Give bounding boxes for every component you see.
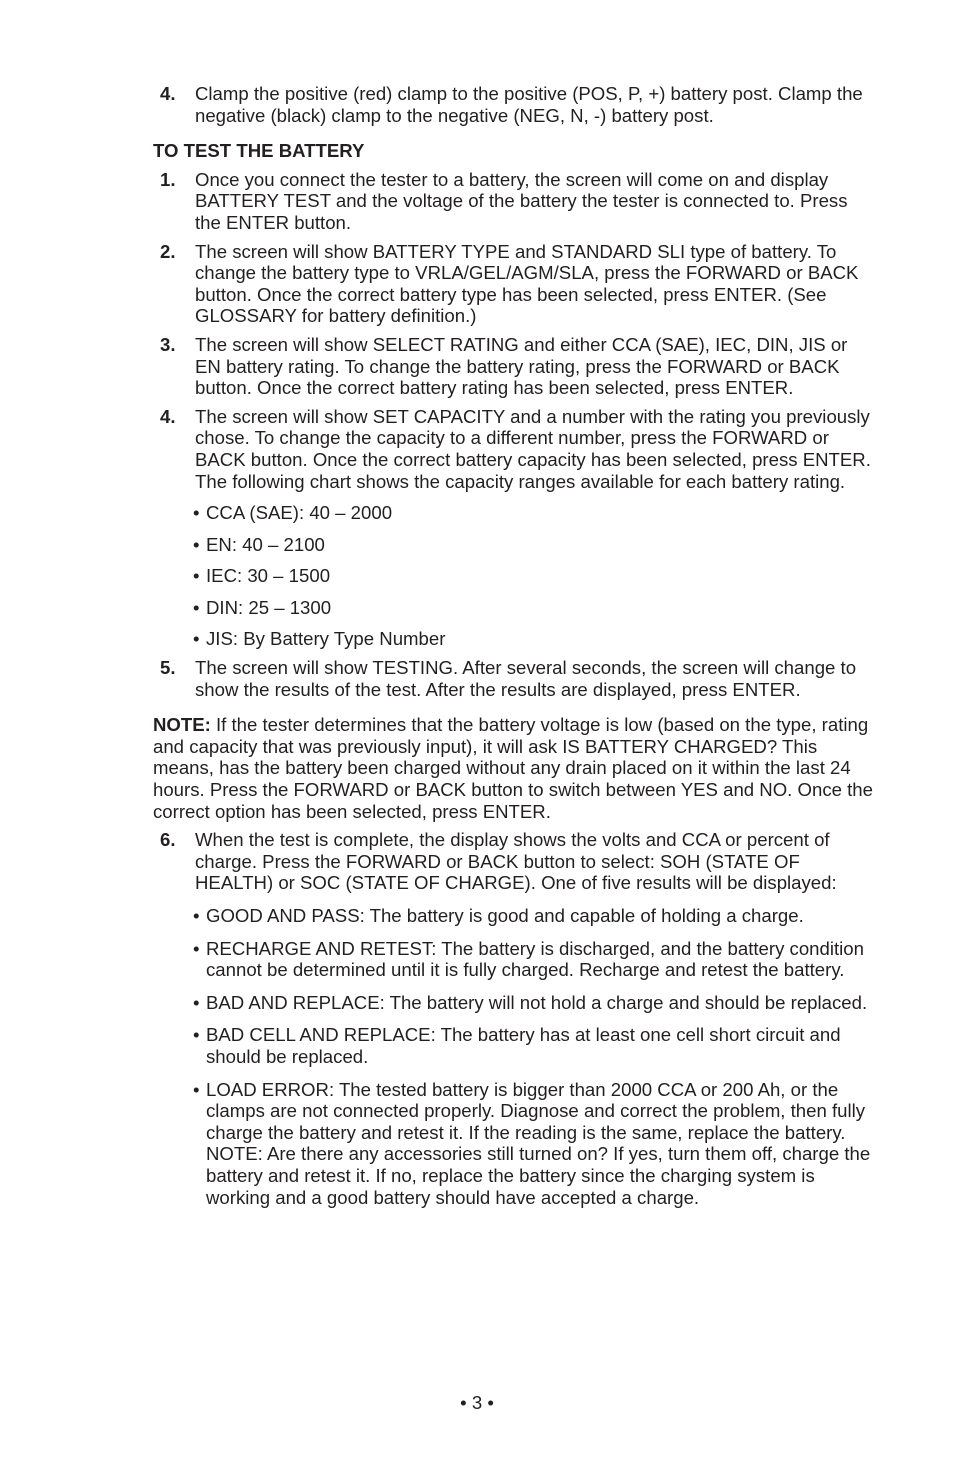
- result-item: [153, 992, 873, 1014]
- bullet-icon: •: [193, 1024, 200, 1046]
- step-2: [153, 241, 873, 327]
- step-text: When the test is complete, the display shows the volts and CCA or percent of charge. Press the FORWARD or BACK button to select: SOH (STATE OF HEALTH) or SOC (STATE OF CHARGE). One of five results will be displayed:: [195, 829, 837, 894]
- capacity-range-item: [153, 534, 873, 556]
- result-text: GOOD AND PASS: The battery is good and capable of holding a charge.: [206, 905, 804, 926]
- step-number: 5.: [160, 657, 176, 679]
- capacity-range-item: [153, 565, 873, 587]
- step-text: The screen will show SET CAPACITY and a number with the rating you previously chose. To change the capacity to a different number, press the FORWARD or BACK button. Once the correct battery capacity has been selected, press ENTER. The following chart shows the capacity ranges available for each battery rating.: [195, 405, 871, 492]
- step-text: Once you connect the tester to a battery, the screen will come on and display BATTERY TEST and the voltage of the battery the tester is connected to. Press the ENTER button.: [195, 168, 848, 233]
- step-5: [153, 657, 873, 700]
- step-text: Clamp the positive (red) clamp to the positive (POS, P, +) battery post. Clamp the negative (black) clamp to the negative (NEG, N, -) battery post.: [195, 83, 863, 126]
- step-6: [153, 829, 873, 894]
- capacity-range-item: [153, 628, 873, 650]
- step-clamp: [153, 83, 873, 126]
- bullet-icon: •: [193, 565, 200, 587]
- result-item: [153, 1079, 873, 1209]
- note-label: NOTE:: [153, 714, 211, 736]
- bullet-icon: •: [193, 502, 200, 524]
- result-item: [153, 1024, 873, 1067]
- step-text: The screen will show SELECT RATING and either CCA (SAE), IEC, DIN, JIS or EN battery rating. To change the battery rating, press the FORWARD or BACK button. Once the correct battery rating has been selected, press ENTER.: [195, 333, 848, 399]
- bullet-icon: •: [193, 533, 200, 555]
- bullet-icon: •: [193, 1078, 200, 1100]
- capacity-range-text: DIN: 25 – 1300: [206, 596, 332, 618]
- step-number: 3.: [160, 333, 176, 355]
- result-item: [153, 938, 873, 981]
- bullet-icon: •: [193, 991, 200, 1013]
- result-text: BAD CELL AND REPLACE: The battery has at least one cell short circuit and should be replaced.: [206, 1024, 841, 1067]
- step-text: The screen will show TESTING. After several seconds, the screen will change to show the results of the test. After the results are displayed, press ENTER.: [195, 657, 857, 700]
- result-text: BAD AND REPLACE: The battery will not hold a charge and should be replaced.: [206, 991, 868, 1013]
- step-number: 4.: [160, 405, 176, 427]
- step-number: 1.: [160, 168, 176, 190]
- bullet-icon: •: [193, 937, 200, 959]
- step-4: [153, 406, 873, 492]
- step-number: 2.: [160, 240, 176, 262]
- step-1: [153, 169, 873, 234]
- step-number: 6.: [160, 829, 176, 851]
- result-text: RECHARGE AND RETEST: The battery is discharged, and the battery condition cannot be determined until it is fully charged. Recharge and retest the battery.: [206, 937, 864, 981]
- step-text: The screen will show BATTERY TYPE and STANDARD SLI type of battery. To change the battery type to VRLA/GEL/AGM/SLA, press the FORWARD or BACK button. Once the correct battery type has been selected, press ENTER. (See GLOSSARY for battery definition.): [195, 240, 859, 327]
- section-title: TO TEST THE BATTERY: [153, 140, 365, 162]
- capacity-range-item: [153, 597, 873, 619]
- bullet-icon: •: [193, 628, 200, 650]
- bullet-icon: •: [193, 596, 200, 618]
- capacity-range-text: CCA (SAE): 40 – 2000: [206, 502, 393, 524]
- result-item: [153, 905, 873, 927]
- result-text: LOAD ERROR: The tested battery is bigger than 2000 CCA or 200 Ah, or the clamps are not connected properly. Diagnose and correct the problem, then fully charge the battery and retest it. If the reading is the same, replace the battery. NOTE: Are there any accessories still turned on? If yes, turn them off, charge the battery and retest it. If no, replace the battery since the charging system is working and a good battery should have accepted a charge.: [206, 1078, 871, 1208]
- step-number: 4.: [160, 83, 176, 104]
- capacity-range-text: EN: 40 – 2100: [206, 533, 325, 555]
- step-3: [153, 334, 873, 399]
- note-text: If the tester determines that the battery voltage is low (based on the type, rating and capacity that was previously input), it will ask IS BATTERY CHARGED? This means, has the battery been charged without any drain placed on it within the last 24 hours. Press the FORWARD or BACK button to switch between YES and NO. Once the correct option has been selected, press ENTER.: [153, 714, 873, 822]
- capacity-range-text: IEC: 30 – 1500: [206, 565, 331, 587]
- capacity-range-text: JIS: By Battery Type Number: [206, 628, 446, 650]
- capacity-range-item: [153, 502, 873, 524]
- manual-page: [153, 83, 873, 1208]
- bullet-icon: •: [193, 905, 200, 926]
- note-paragraph: [153, 714, 873, 822]
- page-number: • 3 •: [460, 1392, 494, 1413]
